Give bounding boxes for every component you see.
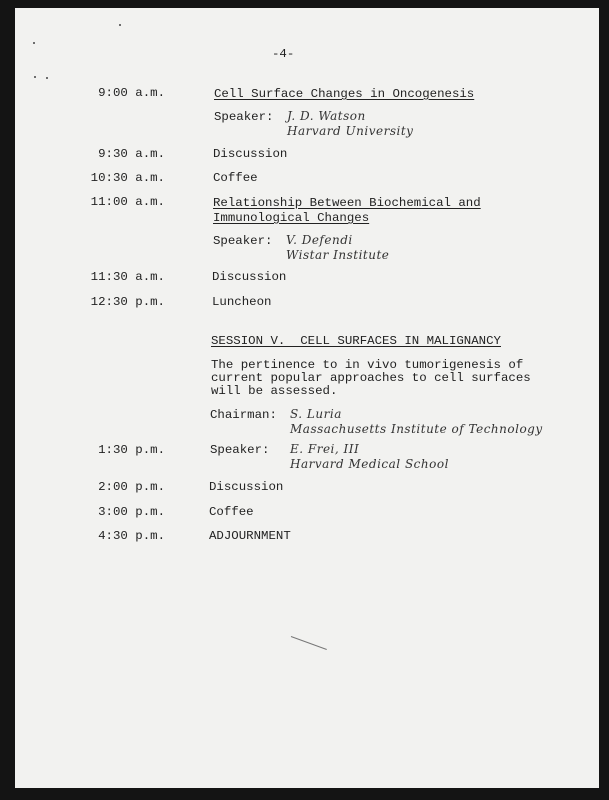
item-discussion: Discussion — [209, 480, 284, 494]
time-1100: 11:00 a.m. — [90, 195, 165, 209]
speaker-name-frei: E. Frei, III — [290, 442, 360, 456]
pencil-mark — [291, 636, 327, 650]
time-1130: 11:30 a.m. — [90, 270, 165, 284]
time-1630: 4:30 p.m. — [98, 529, 165, 543]
ink-speck — [46, 77, 48, 79]
item-coffee: Coffee — [209, 505, 254, 519]
session-description-line3: will be assessed. — [211, 384, 338, 398]
talk-title-relationship-line1: Relationship Between Biochemical and — [213, 196, 481, 210]
speaker-label: Speaker: — [214, 110, 274, 124]
time-1330: 1:30 p.m. — [98, 443, 165, 457]
item-coffee: Coffee — [213, 171, 258, 185]
document-page — [15, 8, 599, 788]
time-0900: 9:00 a.m. — [98, 86, 165, 100]
chairman-name-luria: S. Luria — [290, 407, 342, 421]
speaker-name-watson: J. D. Watson — [287, 109, 366, 123]
time-0930: 9:30 a.m. — [98, 147, 165, 161]
ink-speck — [33, 42, 35, 44]
speaker-label: Speaker: — [213, 234, 273, 248]
session-heading: SESSION V. CELL SURFACES IN MALIGNANCY — [211, 334, 501, 348]
session-description-line1: The pertinence to in vivo tumorigenesis of — [211, 358, 524, 372]
chairman-label: Chairman: — [210, 408, 277, 422]
ink-speck — [119, 24, 121, 26]
item-adjournment: ADJOURNMENT — [209, 529, 291, 543]
speaker-affiliation-wistar: Wistar Institute — [286, 248, 390, 262]
item-discussion: Discussion — [213, 147, 288, 161]
time-1030: 10:30 a.m. — [90, 171, 165, 185]
ink-speck — [34, 76, 36, 78]
item-discussion: Discussion — [212, 270, 287, 284]
time-1230: 12:30 p.m. — [90, 295, 165, 309]
time-1400: 2:00 p.m. — [98, 480, 165, 494]
item-luncheon: Luncheon — [212, 295, 272, 309]
talk-title-oncogenesis: Cell Surface Changes in Oncogenesis — [214, 87, 475, 101]
speaker-affiliation-harvard: Harvard University — [287, 124, 414, 138]
time-1500: 3:00 p.m. — [98, 505, 165, 519]
speaker-name-defendi: V. Defendi — [286, 233, 353, 247]
talk-title-relationship-line2: Immunological Changes — [213, 211, 370, 225]
page-number: -4- — [272, 47, 295, 61]
chairman-affiliation-mit: Massachusetts Institute of Technology — [290, 422, 543, 436]
session-description-line2: current popular approaches to cell surfaces — [211, 371, 531, 385]
speaker-label: Speaker: — [210, 443, 270, 457]
speaker-affiliation-harvard-medical: Harvard Medical School — [290, 457, 449, 471]
